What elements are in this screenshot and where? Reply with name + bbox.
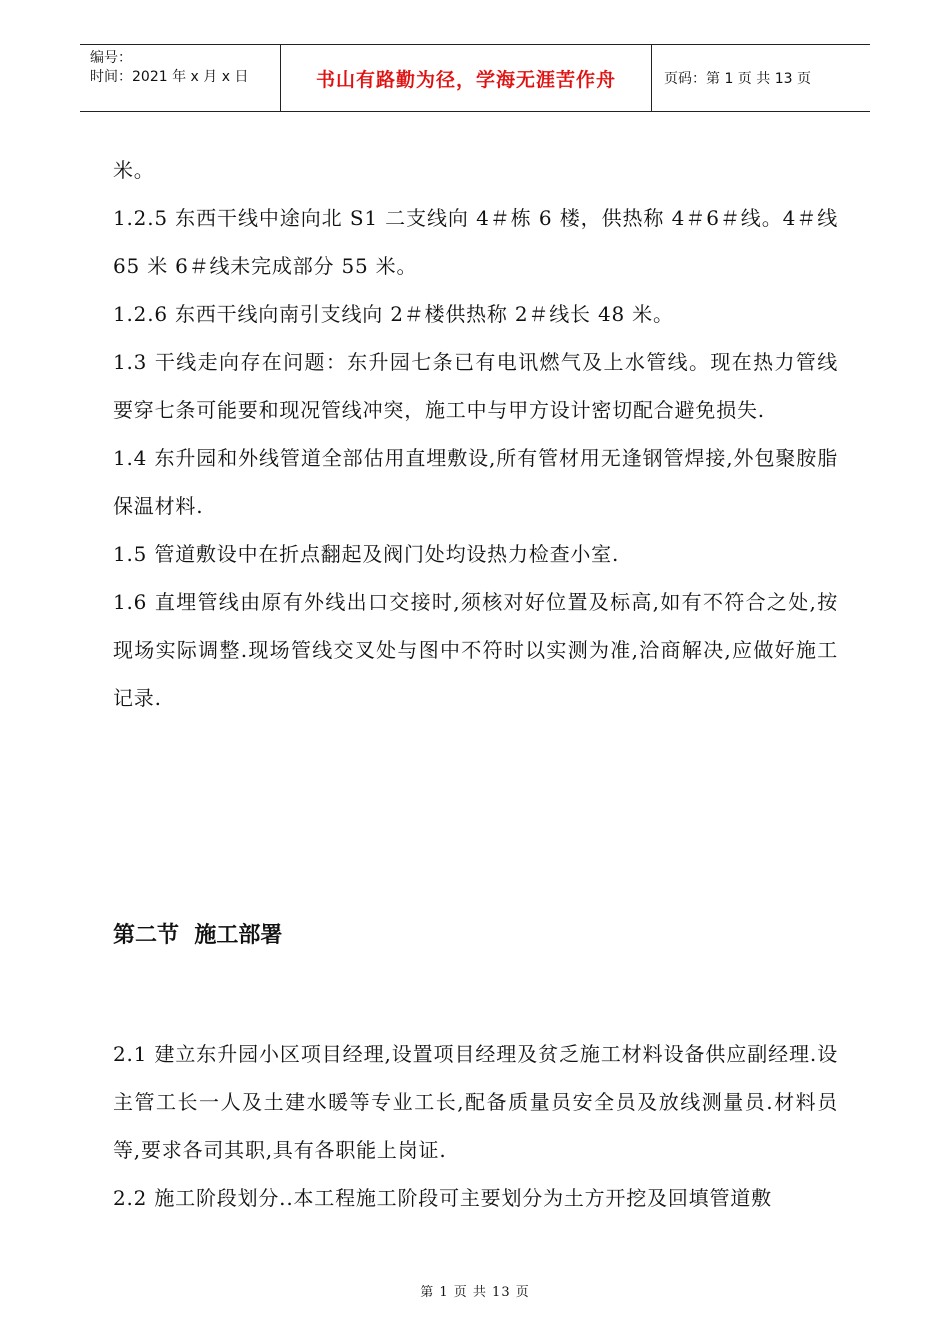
header-motto: 书山有路勤为径，学海无涯苦作舟	[281, 45, 652, 111]
body-text	[113, 146, 838, 722]
section-body-text	[113, 1030, 838, 1222]
document-date-label: 时间：2021 年 x 月 x 日	[90, 69, 249, 85]
paragraph: 1.6 直埋管线由原有外线出口交接时,须核对好位置及标高,如有不符合之处,按现场实际调整.现场管线交叉处与图中不符时以实测为准,洽商解决,应做好施工记录.	[113, 590, 838, 710]
document-number-label: 编号：	[90, 50, 132, 66]
paragraph: 1.2.5 东西干线中途向北 S1 二支线向 4＃栋 6 楼，供热称 4＃6＃线。4＃线 65 米 6＃线未完成部分 55 米。	[113, 206, 838, 278]
header-page-label: 页码：第 1 页 共 13 页	[664, 71, 811, 87]
page-footer: 第 1 页 共 13 页	[420, 1285, 530, 1300]
paragraph: 2.2 施工阶段划分..本工程施工阶段可主要划分为土方开挖及回填管道敷	[113, 1186, 772, 1210]
paragraph: 1.2.6 东西干线向南引支线向 2＃楼供热称 2＃线长 48 米。	[113, 302, 674, 326]
paragraph: 2.1 建立东升园小区项目经理,设置项目经理及贫乏施工材料设备供应副经理.设主管工长一人及土建水暖等专业工长,配备质量员安全员及放线测量员.材料员等,要求各司其职,具有各职能上岗证.	[113, 1042, 838, 1162]
header-meta	[80, 45, 281, 111]
paragraph: 1.5 管道敷设中在折点翻起及阀门处均设热力检查小室.	[113, 542, 620, 566]
paragraph: 1.4 东升园和外线管道全部估用直埋敷设,所有管材用无逢钢管焊接,外包聚胺脂保温材料.	[113, 446, 838, 518]
section-title: 第二节 施工部署	[113, 923, 283, 948]
page-header	[80, 44, 870, 112]
paragraph: 米。	[113, 158, 155, 182]
paragraph: 1.3 干线走向存在问题：东升园七条已有电讯燃气及上水管线。现在热力管线要穿七条可能要和现况管线冲突，施工中与甲方设计密切配合避免损失.	[113, 350, 838, 422]
